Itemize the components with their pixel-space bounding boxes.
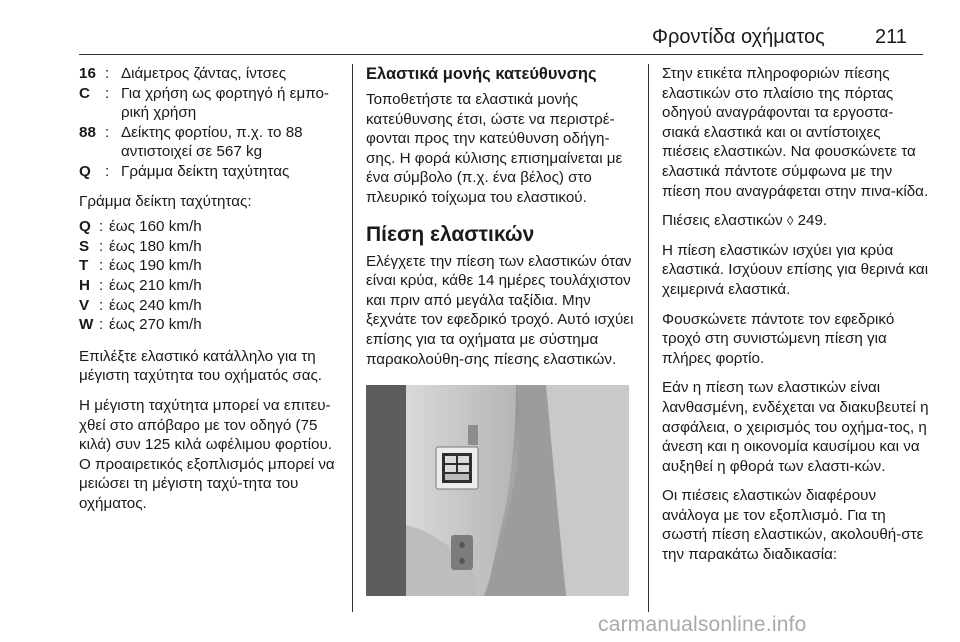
paragraph: Οι πιέσεις ελαστικών διαφέρουν ανάλογα με τον εξοπλισμό. Για τη σωστή πίεση ελαστικών, ακολουθή-στε την παρακάτω διαδικασία: — [662, 487, 924, 564]
def-row — [79, 123, 341, 162]
def-sep: : — [105, 84, 110, 102]
page-reference-arrow-icon: ◊ — [786, 213, 794, 229]
section-heading: Πίεση ελαστικών — [366, 222, 535, 246]
speed-key: T — [79, 257, 89, 275]
paragraph: Η μέγιστη ταχύτητα μπορεί να επιτευ-χθεί στο απόβαρο με τον οδηγό (75 κιλά) συν 125 κιλά ωφέλιμου φορτίου. Ο προαιρετικός εξοπλισμός μπορεί να μειώσει τη μέγιστη ταχύ-τητα του οχήματος. — [79, 396, 335, 512]
door-frame-tire-label-photo — [366, 385, 629, 596]
def-key: 88 — [79, 123, 96, 141]
speed-sep: : — [99, 316, 104, 334]
speed-index-intro: Γράμμα δείκτη ταχύτητας: — [79, 192, 252, 210]
speed-row — [79, 315, 341, 335]
def-sep: : — [105, 123, 110, 141]
left-column — [79, 64, 341, 523]
speed-row — [79, 237, 341, 257]
cross-reference-text: Πιέσεις ελαστικών — [662, 212, 783, 230]
section-heading: Ελαστικά μονής κατεύθυνσης — [366, 65, 597, 83]
def-key: Q — [79, 162, 91, 180]
def-row — [79, 162, 341, 182]
paragraph-cross-reference — [662, 211, 930, 231]
page-reference-link[interactable]: 249. — [797, 212, 828, 230]
column-divider-left — [352, 64, 353, 612]
header-rule — [79, 54, 923, 55]
column-divider-right — [648, 64, 649, 612]
paragraph: Φουσκώνετε πάντοτε τον εφεδρικό τροχό στη συνιστώμενη πίεση για πλήρες φορτίο. — [662, 310, 895, 367]
speed-text: έως 270 km/h — [109, 316, 202, 334]
speed-row — [79, 217, 341, 237]
speed-text: έως 240 km/h — [109, 296, 202, 314]
speed-index-list — [79, 217, 341, 335]
tire-code-list — [79, 64, 341, 182]
paragraph: Εάν η πίεση των ελαστικών είναι λανθασμένη, ενδέχεται να διακυβευτεί η ασφάλεια, ο χειρισμός του οχήμα-τος, η άνεση και η οικονομία καυσίμου και να αυξηθεί η φθορά των ελαστι-κών. — [662, 379, 929, 475]
speed-key: W — [79, 316, 94, 334]
middle-column — [366, 64, 634, 596]
def-text: Δείκτης φορτίου, π.χ. το 88 αντιστοιχεί σε 567 kg — [121, 123, 303, 161]
speed-sep: : — [99, 296, 104, 314]
page-header-title: Φροντίδα οχήματος — [652, 26, 825, 48]
paragraph: Τοποθετήστε τα ελαστικά μονής κατεύθυνσης έτσι, ώστε να περιστρέ-φονται προς την κατεύθυνση οδήγη-σης. Η φορά κύλισης επισημαίνεται με ένα σύμβολο (π.χ. ένα βέλος) στο πλευρικό τοίχωμα του ελαστικού. — [366, 91, 623, 206]
speed-sep: : — [99, 276, 104, 294]
def-row — [79, 64, 341, 84]
speed-text: έως 160 km/h — [109, 218, 202, 236]
paragraph: Επιλέξτε ελαστικό κατάλληλο για τη μέγιστη ταχύτητα του οχήματός σας. — [79, 347, 323, 385]
speed-key: V — [79, 296, 90, 314]
def-text: Για χρήση ως φορτηγό ή εμπο-ρική χρήση — [121, 84, 329, 122]
speed-key: Q — [79, 218, 91, 236]
speed-text: έως 190 km/h — [109, 257, 202, 275]
paragraph: Η πίεση ελαστικών ισχύει για κρύα ελαστικά. Ισχύουν επίσης για θερινά και χειμερινά ελαστικά. — [662, 241, 929, 298]
def-key: 16 — [79, 65, 96, 82]
paragraph: Στην ετικέτα πληροφοριών πίεσης ελαστικών στο πλαίσιο της πόρτας οδηγού αναγράφονται τα εργοστα-σιακά ελαστικά και οι αντίστοιχες πιέσεις ελαστικών. Να φουσκώνετε τα ελαστικά πάντοτε σύμφωνα με την πίεση που αναγράφεται στην πινα-κίδα. — [662, 65, 929, 200]
def-sep: : — [105, 162, 110, 180]
speed-sep: : — [99, 257, 104, 275]
speed-key: H — [79, 276, 90, 294]
speed-row — [79, 276, 341, 296]
speed-sep: : — [99, 237, 104, 255]
def-row — [79, 84, 341, 123]
def-sep: : — [105, 65, 110, 82]
def-key: C — [79, 84, 90, 102]
paragraph: Ελέγχετε την πίεση των ελαστικών όταν είναι κρύα, κάθε 14 ημέρες τουλάχιστον και πριν από μεγάλα ταξίδια. Μην ξεχνάτε τον εφεδρικό τροχό. Αυτό ισχύει επίσης για τα οχήματα με σύστημα παρακολούθη-σης πίεσης ελαστικών. — [366, 252, 634, 368]
speed-text: έως 180 km/h — [109, 237, 202, 255]
speed-key: S — [79, 237, 90, 255]
speed-sep: : — [99, 218, 104, 236]
def-text: Διάμετρος ζάντας, ίντσες — [121, 65, 287, 82]
right-column — [662, 64, 930, 575]
page-number: 211 — [875, 26, 907, 48]
def-text: Γράμμα δείκτη ταχύτητας — [121, 162, 290, 180]
speed-text: έως 210 km/h — [109, 276, 202, 294]
speed-row — [79, 296, 341, 316]
speed-row — [79, 256, 341, 276]
watermark: carmanualsonline.info — [598, 613, 807, 636]
